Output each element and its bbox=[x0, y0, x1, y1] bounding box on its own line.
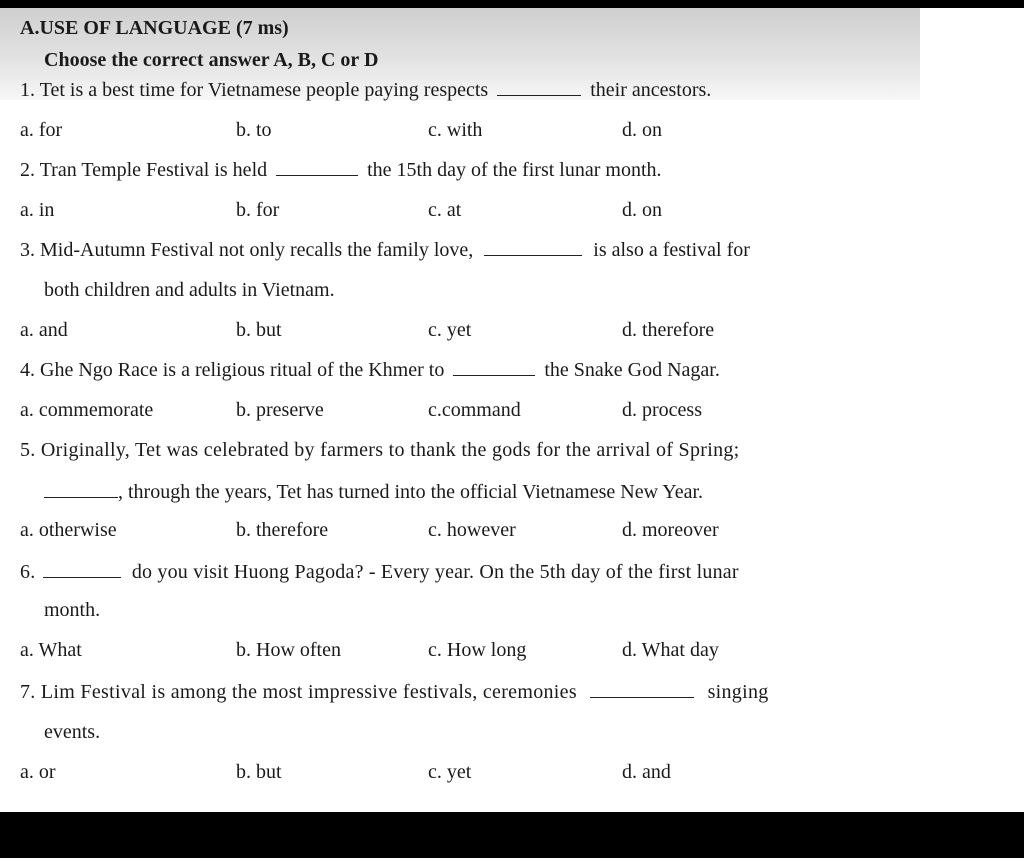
question-1-blank[interactable] bbox=[497, 79, 581, 96]
question-2-text-after: the 15th day of the first lunar month. bbox=[367, 159, 662, 181]
question-4 bbox=[20, 358, 720, 382]
q3-option-c[interactable]: c. yet bbox=[428, 319, 472, 341]
q1-option-b[interactable]: b. to bbox=[236, 119, 272, 141]
q6-option-a[interactable]: a. What bbox=[20, 639, 82, 661]
q7-option-d[interactable]: d. and bbox=[622, 761, 671, 783]
question-5-line-1: 5. Originally, Tet was celebrated by farmers to thank the gods for the arrival of Spring; bbox=[20, 439, 740, 461]
question-1-text-before: 1. Tet is a best time for Vietnamese people paying respects bbox=[20, 79, 489, 101]
q7-option-c[interactable]: c. yet bbox=[428, 761, 472, 783]
question-6-number: 6. bbox=[20, 561, 36, 583]
question-7-line-1 bbox=[20, 680, 769, 704]
q5-option-c[interactable]: c. however bbox=[428, 519, 516, 541]
q5-option-d[interactable]: d. moreover bbox=[622, 519, 719, 541]
question-6-line-1 bbox=[20, 560, 739, 584]
question-7-text-before: 7. Lim Festival is among the most impressive festivals, ceremonies bbox=[20, 681, 577, 703]
instruction: Choose the correct answer A, B, C or D bbox=[44, 49, 379, 71]
q2-option-b[interactable]: b. for bbox=[236, 199, 280, 221]
question-4-text-before: 4. Ghe Ngo Race is a religious ritual of the Khmer to bbox=[20, 359, 445, 381]
section-title: A.USE OF LANGUAGE (7 ms) bbox=[20, 17, 289, 39]
q7-option-a[interactable]: a. or bbox=[20, 761, 56, 783]
question-3-blank[interactable] bbox=[484, 239, 582, 256]
q3-option-d[interactable]: d. therefore bbox=[622, 319, 715, 341]
q4-option-d[interactable]: d. process bbox=[622, 399, 702, 421]
q6-option-b[interactable]: b. How often bbox=[236, 639, 341, 661]
q3-option-b[interactable]: b. but bbox=[236, 319, 282, 341]
question-5-blank[interactable] bbox=[44, 481, 118, 498]
question-7-line-2: events. bbox=[44, 721, 101, 743]
question-4-text-after: the Snake God Nagar. bbox=[544, 359, 720, 381]
question-1 bbox=[20, 78, 711, 102]
q3-option-a[interactable]: a. and bbox=[20, 319, 68, 341]
question-3-text-before: 3. Mid-Autumn Festival not only recalls the family love, bbox=[20, 239, 474, 261]
q4-option-b[interactable]: b. preserve bbox=[236, 399, 324, 421]
q2-option-c[interactable]: c. at bbox=[428, 199, 462, 221]
q7-option-b[interactable]: b. but bbox=[236, 761, 282, 783]
q6-option-d[interactable]: d. What day bbox=[622, 639, 719, 661]
question-7-text-after: singing bbox=[707, 681, 769, 703]
question-6-line-2: month. bbox=[44, 599, 101, 621]
question-3-text-after: is also a festival for bbox=[593, 239, 750, 261]
question-5-text-after: , through the years, Tet has turned into the official Vietnamese New Year. bbox=[118, 481, 704, 503]
question-4-blank[interactable] bbox=[453, 359, 535, 376]
question-2-blank[interactable] bbox=[276, 159, 358, 176]
q2-option-a[interactable]: a. in bbox=[20, 199, 55, 221]
q4-option-c[interactable]: c.command bbox=[428, 399, 521, 421]
question-2 bbox=[20, 158, 662, 182]
question-2-text-before: 2. Tran Temple Festival is held bbox=[20, 159, 268, 181]
header-right-strip bbox=[920, 8, 1024, 108]
q1-option-c[interactable]: c. with bbox=[428, 119, 483, 141]
q1-option-d[interactable]: d. on bbox=[622, 119, 662, 141]
q5-option-a[interactable]: a. otherwise bbox=[20, 519, 117, 541]
q1-option-a[interactable]: a. for bbox=[20, 119, 63, 141]
question-3-line-1 bbox=[20, 238, 750, 262]
question-7-blank[interactable] bbox=[590, 681, 694, 698]
question-3-line-2: both children and adults in Vietnam. bbox=[44, 279, 335, 301]
question-5-line-2 bbox=[44, 480, 703, 504]
question-1-text-after: their ancestors. bbox=[590, 79, 712, 101]
q6-option-c[interactable]: c. How long bbox=[428, 639, 527, 661]
worksheet-page bbox=[0, 8, 1024, 812]
q4-option-a[interactable]: a. commemorate bbox=[20, 399, 154, 421]
q5-option-b[interactable]: b. therefore bbox=[236, 519, 329, 541]
question-6-text-after: do you visit Huong Pagoda? - Every year. On the 5th day of the first lunar bbox=[131, 561, 739, 583]
q2-option-d[interactable]: d. on bbox=[622, 199, 662, 221]
question-6-blank[interactable] bbox=[43, 561, 121, 578]
